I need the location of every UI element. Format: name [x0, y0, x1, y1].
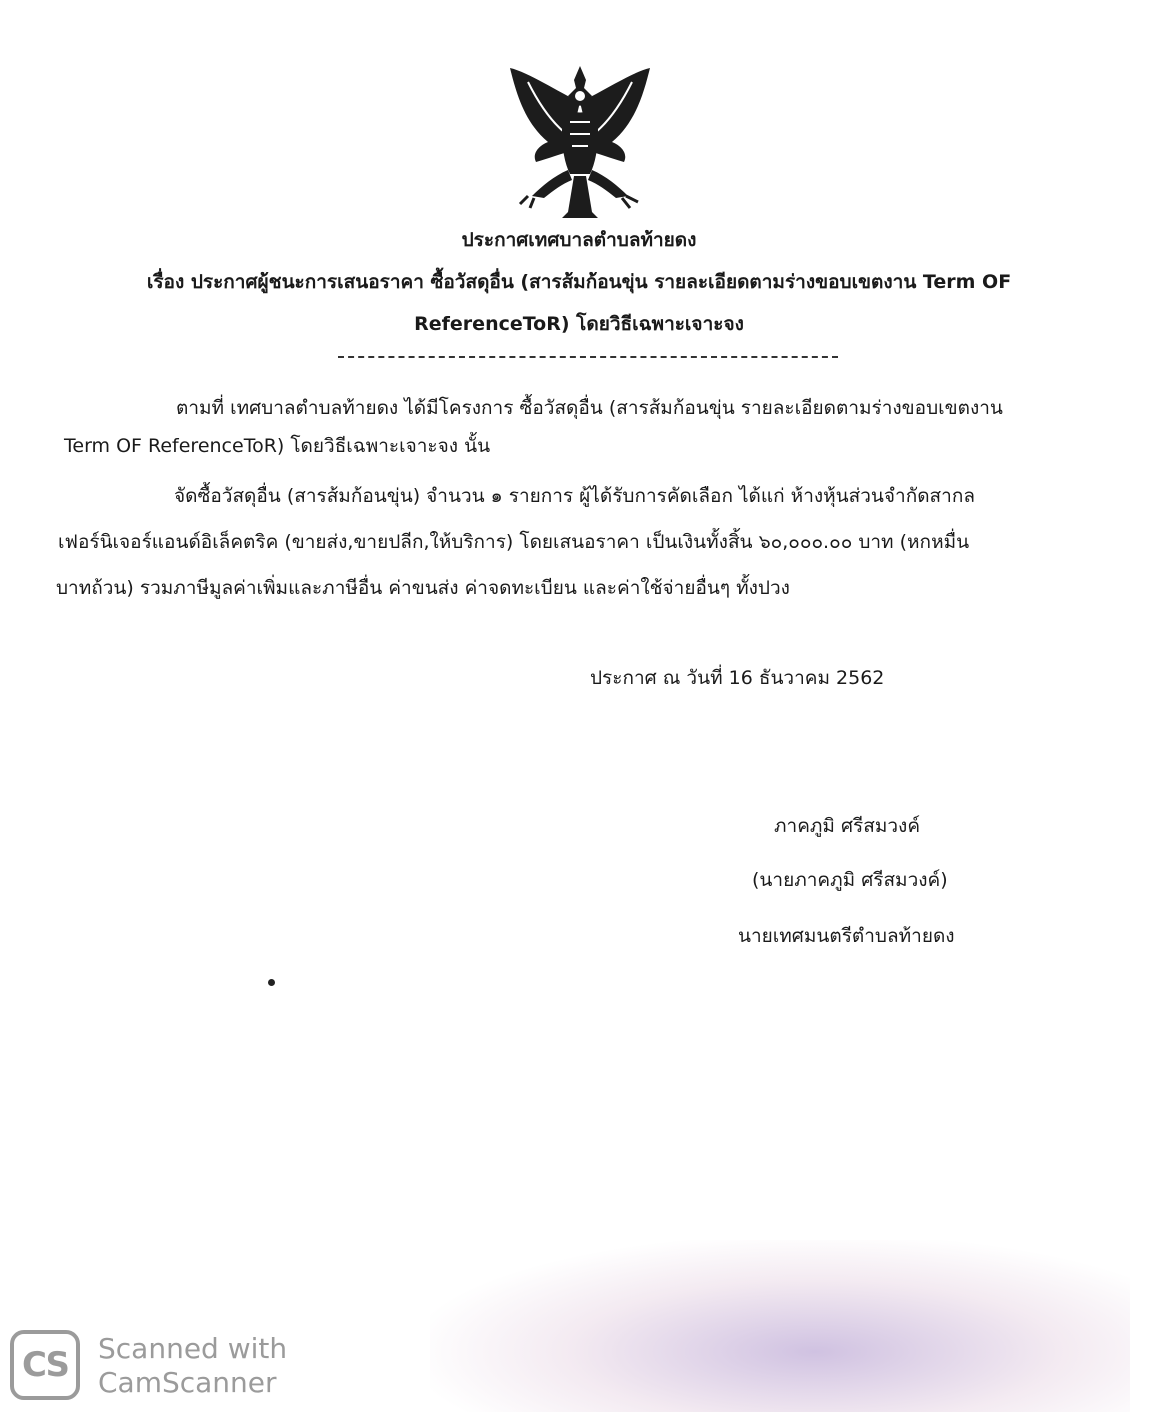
- paragraph-1-line-2: Term OF ReferenceToR) โดยวิธีเฉพาะเจาะจง นั้น: [64, 435, 491, 457]
- divider-rule: [338, 356, 838, 358]
- agency-title: ประกาศเทศบาลตำบลท้ายดง: [461, 229, 697, 251]
- paragraph-2-line-1: จัดซื้อวัสดุอื่น (สารส้มก้อนขุ่น) จำนวน ๑ รายการ ผู้ได้รับการคัดเลือก ได้แก่ ห้างหุ้นส่วนจำกัดสากล: [174, 485, 975, 507]
- scan-speck: [268, 979, 275, 986]
- announcement-date: ประกาศ ณ วันที่ 16 ธันวาคม 2562: [590, 667, 885, 689]
- paragraph-2-line-2: เฟอร์นิเจอร์แอนด์อิเล็คตริค (ขายส่ง,ขายปลีก,ให้บริการ) โดยเสนอราคา เป็นเงินทั้งสิ้น ๖๐,๐๐๐.๐๐ บาท (หกหมื่น: [58, 531, 970, 553]
- garuda-emblem-icon: [498, 62, 662, 222]
- camscanner-watermark: [98, 1332, 287, 1400]
- subject-line-1: เรื่อง ประกาศผู้ชนะการเสนอราคา ซื้อวัสดุอื่น (สารส้มก้อนขุ่น รายละเอียดตามร่างขอบเขตงาน Term OF: [146, 271, 1012, 293]
- watermark-line-2: CamScanner: [98, 1366, 277, 1399]
- paragraph-1-line-1: ตามที่ เทศบาลตำบลท้ายดง ได้มีโครงการ ซื้อวัสดุอื่น (สารส้มก้อนขุ่น รายละเอียดตามร่างขอบเขตงาน: [176, 397, 1003, 419]
- subject-line-2: ReferenceToR) โดยวิธีเฉพาะเจาะจง: [414, 313, 744, 335]
- official-position: นายเทศมนตรีตำบลท้ายดง: [738, 925, 955, 947]
- printed-name: (นายภาคภูมิ ศรีสมวงค์): [752, 869, 948, 891]
- camscanner-logo-icon: CS: [10, 1330, 80, 1400]
- signed-name: ภาคภูมิ ศรีสมวงค์: [774, 815, 921, 837]
- scan-smudge: [430, 1240, 1130, 1412]
- paragraph-2-line-3: บาทถ้วน) รวมภาษีมูลค่าเพิ่มและภาษีอื่น ค่าขนส่ง ค่าจดทะเบียน และค่าใช้จ่ายอื่นๆ ทั้งปวง: [56, 577, 790, 599]
- watermark-line-1: Scanned with: [98, 1332, 288, 1365]
